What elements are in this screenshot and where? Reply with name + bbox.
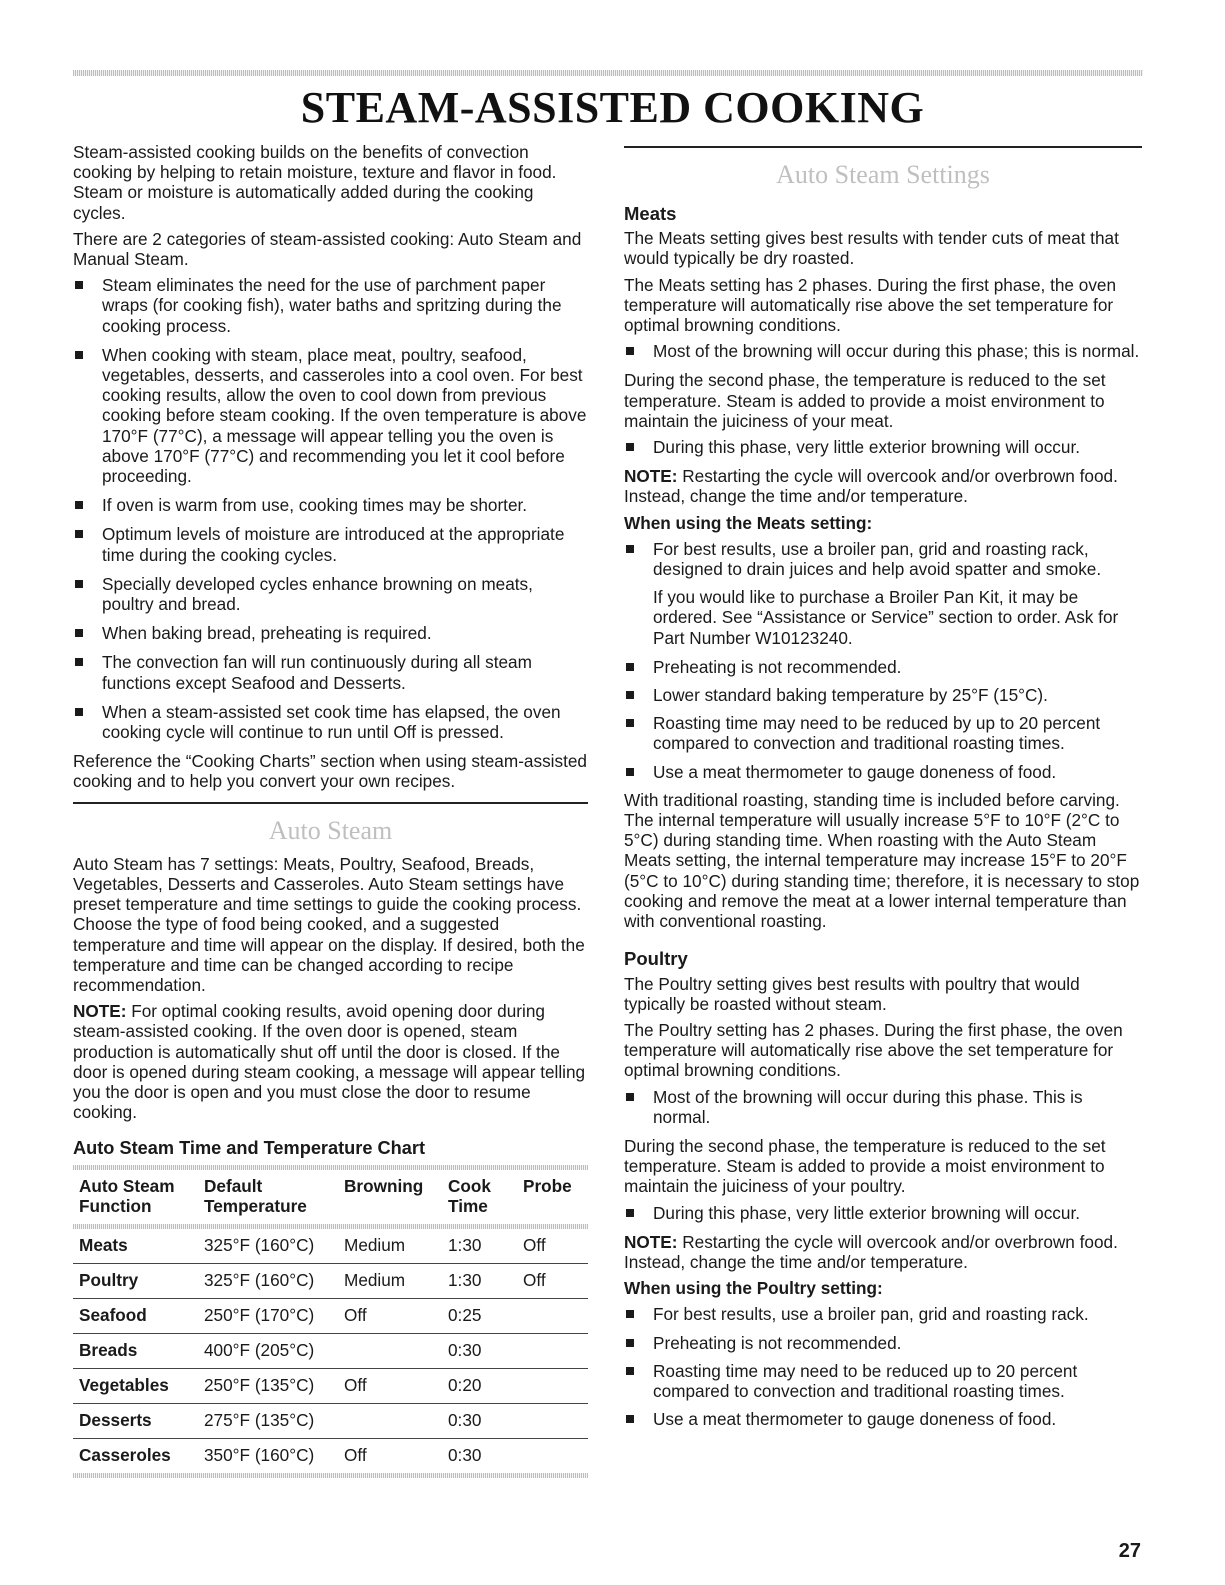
table-cell <box>338 1333 442 1368</box>
bullet-icon <box>75 501 83 509</box>
meats-phase-list <box>624 341 1142 361</box>
table-row <box>73 1263 588 1298</box>
bullet-icon <box>626 1209 634 1217</box>
bullet-icon <box>626 663 634 671</box>
table-cell: Seafood <box>73 1298 198 1333</box>
meats-phase-list <box>624 437 1142 457</box>
bullet-icon <box>75 658 83 666</box>
list-item: When a steam-assisted set cook time has elapsed, the oven cooking cycle will continue to run until Off is pressed. <box>73 702 588 742</box>
table-cell: Casseroles <box>79 1444 171 1465</box>
table-header-row <box>73 1170 588 1224</box>
list-item: Roasting time may need to be reduced by up to 20 percent compared to convection and traditional roasting times. <box>624 713 1142 753</box>
table-cell: 250°F (170°C) <box>198 1298 338 1333</box>
table-cell: 0:20 <box>442 1368 517 1403</box>
table-cell: Off <box>517 1263 588 1298</box>
table-row <box>73 1368 588 1403</box>
table-cell: 275°F (135°C) <box>198 1403 338 1438</box>
bullet-icon <box>75 281 83 289</box>
table-row <box>73 1229 588 1264</box>
intro-paragraph: Steam-assisted cooking builds on the benefits of convection cooking by helping to retain moisture, texture and flavor in food. Steam or moisture is automatically added during the cooking cycles. <box>73 142 557 223</box>
note-paragraph <box>624 466 1142 506</box>
meats-using-list <box>624 657 1142 782</box>
bullet-icon <box>626 1310 634 1318</box>
column-header: Default Temperature <box>204 1175 307 1216</box>
bullet-icon <box>626 1367 634 1375</box>
table-cell: Medium <box>338 1263 442 1298</box>
table-cell <box>517 1403 588 1438</box>
table-cell: Medium <box>338 1229 442 1264</box>
bullet-icon <box>626 1093 634 1101</box>
list-item: During this phase, very little exterior browning will occur. <box>624 437 1142 457</box>
list-item: Roasting time may need to be reduced up to 20 percent compared to convection and traditional roasting times. <box>624 1361 1142 1401</box>
list-item: For best results, use a broiler pan, grid and roasting rack, designed to drain juices and help avoid spatter and smoke. <box>624 539 1142 579</box>
table-cell: 0:30 <box>442 1403 517 1438</box>
table-cell <box>517 1368 588 1403</box>
intro-paragraph: There are 2 categories of steam-assisted cooking: Auto Steam and Manual Steam. <box>73 228 582 270</box>
table-cell: 1:30 <box>442 1229 517 1264</box>
note-text: Restarting the cycle will overcook and/or overbrown food. Instead, change the time and/or temperature. <box>624 1231 1118 1272</box>
table-cell <box>517 1333 588 1368</box>
column-header: Cook Time <box>448 1175 491 1216</box>
table-cell: Off <box>338 1298 442 1333</box>
table-cell: Off <box>338 1368 442 1403</box>
list-item: Use a meat thermometer to gauge doneness of food. <box>624 1409 1142 1429</box>
broiler-pan-kit-paragraph: If you would like to purchase a Broiler Pan Kit, it may be ordered. See “Assistance or Service” section to order. Ask for Part Number W10123240. <box>653 587 1119 648</box>
bullet-icon <box>626 347 634 355</box>
table-row <box>73 1403 588 1438</box>
left-column <box>73 142 588 1478</box>
auto-steam-settings-heading: Auto Steam Settings <box>776 160 990 189</box>
poultry-heading: Poultry <box>624 948 688 970</box>
column-header: Auto Steam Function <box>79 1175 175 1216</box>
bullet-icon <box>75 351 83 359</box>
reference-paragraph: Reference the “Cooking Charts” section when using steam-assisted cooking and to help you convert your own recipes. <box>73 751 587 792</box>
list-item: Lower standard baking temperature by 25°F (15°C). <box>624 685 1142 705</box>
note-text: Restarting the cycle will overcook and/or overbrown food. Instead, change the time and/or temperature. <box>624 466 1118 507</box>
table-cell: 250°F (135°C) <box>198 1368 338 1403</box>
column-header: Probe <box>523 1175 572 1196</box>
bullet-icon <box>626 691 634 699</box>
table-cell: Poultry <box>73 1263 198 1298</box>
bullet-icon <box>626 719 634 727</box>
column-header: Browning <box>344 1175 424 1196</box>
list-item: Use a meat thermometer to gauge doneness of food. <box>624 762 1142 782</box>
poultry-using-heading: When using the Poultry setting: <box>624 1278 883 1299</box>
meats-using-heading: When using the Meats setting: <box>624 512 873 533</box>
chart-title: Auto Steam Time and Temperature Chart <box>73 1138 426 1159</box>
table-cell: 0:30 <box>448 1444 482 1465</box>
list-item: Optimum levels of moisture are introduced at the appropriate time during the cooking cycles. <box>73 524 588 564</box>
list-item: Preheating is not recommended. <box>624 1333 1142 1353</box>
table-row <box>73 1438 588 1473</box>
list-item: For best results, use a broiler pan, grid and roasting rack. <box>624 1304 1142 1324</box>
table-cell: 0:25 <box>442 1298 517 1333</box>
list-item: During this phase, very little exterior browning will occur. <box>624 1203 1142 1223</box>
table-cell: Off <box>517 1229 588 1264</box>
table-cell: Vegetables <box>73 1368 198 1403</box>
bullet-icon <box>626 768 634 776</box>
auto-steam-table <box>73 1170 588 1473</box>
meats-heading: Meats <box>624 203 677 224</box>
list-item: When baking bread, preheating is required. <box>73 623 588 643</box>
list-item: Steam eliminates the need for the use of parchment paper wraps (for cooking fish), water baths and spritzing during the cooking process. <box>73 275 588 336</box>
list-item: Most of the browning will occur during this phase; this is normal. <box>624 341 1142 361</box>
bullet-icon <box>626 443 634 451</box>
table-row <box>73 1298 588 1333</box>
table-cell <box>517 1438 588 1473</box>
table-cell: Off <box>344 1444 367 1465</box>
bullet-icon <box>626 545 634 553</box>
table-cell: Breads <box>73 1333 198 1368</box>
table-cell <box>338 1403 442 1438</box>
table-cell: 400°F (205°C) <box>198 1333 338 1368</box>
table-cell: 350°F (160°C) <box>204 1444 315 1465</box>
table-cell: 325°F (160°C) <box>198 1263 338 1298</box>
poultry-using-list <box>624 1304 1142 1429</box>
poultry-phase-list <box>624 1087 1142 1127</box>
table-cell <box>517 1298 588 1333</box>
list-item: Preheating is not recommended. <box>624 657 1142 677</box>
table-cell: 1:30 <box>442 1263 517 1298</box>
table-row <box>73 1333 588 1368</box>
top-hatched-rule <box>73 70 1143 76</box>
table-bottom-rule <box>73 1473 588 1478</box>
auto-steam-heading: Auto Steam <box>268 815 393 845</box>
section-divider <box>624 146 1142 148</box>
list-item: When cooking with steam, place meat, poultry, seafood, vegetables, desserts, and casseroles into a cool oven. For best cooking results, allow the oven to cool down from previous cooking before steam cooking. If the oven temperature is above 170°F (77°C), a message will appear telling you the oven is above 170°F (77°C) and recommending you let it cool before proceeding. <box>73 345 588 486</box>
bullet-icon <box>75 580 83 588</box>
note-label: NOTE: <box>624 1231 678 1252</box>
poultry-paragraph: During the second phase, the temperature is reduced to the set temperature. Steam is added to provide a moist environment to maintain the juiciness of your poultry. <box>624 1135 1106 1197</box>
list-item: Most of the browning will occur during this phase. This is normal. <box>624 1087 1142 1127</box>
table-cell: 325°F (160°C) <box>198 1229 338 1264</box>
meats-paragraph: The Meats setting gives best results with tender cuts of meat that would typically be dry roasted. <box>624 228 1119 269</box>
right-column <box>624 142 1142 1437</box>
poultry-paragraph: The Poultry setting gives best results with poultry that would typically be roasted without steam. <box>624 973 1080 1014</box>
bullet-icon <box>626 1339 634 1347</box>
list-item: If oven is warm from use, cooking times may be shorter. <box>73 495 588 515</box>
meats-using-list <box>624 539 1142 579</box>
meats-paragraph: During the second phase, the temperature is reduced to the set temperature. Steam is added to provide a moist environment to maintain the juiciness of your meat. <box>624 370 1106 431</box>
note-text: For optimal cooking results, avoid opening door during steam-assisted cooking. If the oven door is opened, steam production is automatically shut off until the door is closed. If the door is opened during steam cooking, a message will appear telling you the door is open and you must close the door to resume cooking. <box>73 1001 586 1123</box>
page-number: 27 <box>1118 1540 1141 1562</box>
table-cell: Desserts <box>73 1403 198 1438</box>
standing-time-paragraph: With traditional roasting, standing time is included before carving. The internal temperature will usually increase 5°F to 10°F (2°C to 5°C) during standing time. When roasting with the Auto Steam Meats setting, the internal temperature may increase 15°F to 20°F (5°C to 10°C) during standing time; therefore, it is necessary to stop cooking and remove the meat at a lower internal temperature than with conventional roasting. <box>624 789 1140 932</box>
note-label: NOTE: <box>624 466 678 487</box>
list-item: The convection fan will run continuously during all steam functions except Seafood and Desserts. <box>73 652 588 692</box>
poultry-phase-list <box>624 1203 1142 1223</box>
poultry-paragraph: The Poultry setting has 2 phases. During the first phase, the oven temperature will automatically rise above the set temperature for optimal browning conditions. <box>624 1019 1123 1081</box>
auto-steam-paragraph: Auto Steam has 7 settings: Meats, Poultry, Seafood, Breads, Vegetables, Desserts and Casseroles. Auto Steam settings have preset temperature and time settings to guide the cooking process. Choose the type of food being cooked, and a suggested temperature and time will appear on the display. If desired, both the temperature and time can be changed according to recipe recommendation. <box>73 853 585 995</box>
note-paragraph <box>624 1232 1142 1272</box>
bullet-icon <box>75 530 83 538</box>
table-cell: Meats <box>73 1229 198 1264</box>
note-label: NOTE: <box>73 1001 127 1022</box>
section-divider <box>73 802 588 804</box>
page-title: STEAM-ASSISTED COOKING <box>300 83 925 132</box>
bullet-icon <box>75 708 83 716</box>
table-cell: 0:30 <box>442 1333 517 1368</box>
bullet-icon <box>75 629 83 637</box>
bullet-icon <box>626 1415 634 1423</box>
note-paragraph <box>73 1001 588 1122</box>
steam-bullet-list <box>73 275 588 742</box>
list-item: Specially developed cycles enhance browning on meats, poultry and bread. <box>73 574 588 614</box>
meats-paragraph: The Meats setting has 2 phases. During the first phase, the oven temperature will automatically rise above the set temperature for optimal browning conditions. <box>624 274 1117 336</box>
